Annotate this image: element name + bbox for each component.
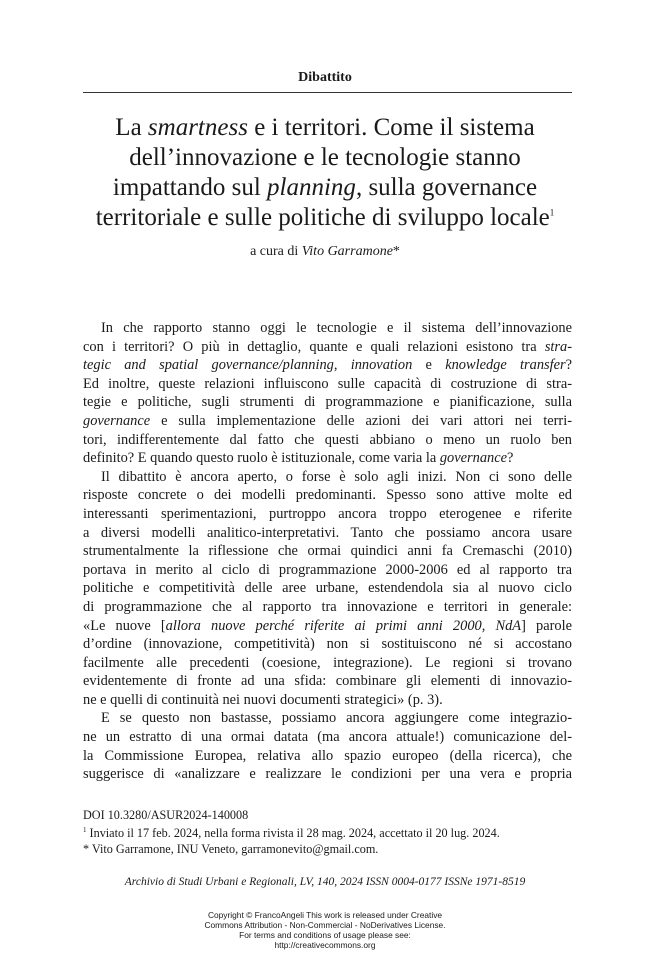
article-title bbox=[60, 113, 590, 233]
footnotes bbox=[83, 808, 572, 857]
paragraph-line bbox=[83, 728, 572, 747]
paragraph-line bbox=[83, 635, 572, 654]
text-run: ne e quelli di continuità nei nuovi documenti strategici» (p. 3). bbox=[83, 691, 443, 708]
italic-text: tegic and spatial governance/planning bbox=[83, 357, 334, 374]
italic-text: governance bbox=[83, 412, 151, 429]
text-run: , bbox=[333, 357, 351, 374]
text-line bbox=[60, 173, 590, 203]
text-line bbox=[60, 113, 590, 143]
text-line bbox=[60, 143, 590, 173]
text-run: * bbox=[392, 244, 400, 259]
text-run: «Le nuove [ bbox=[83, 617, 166, 634]
text-run: e sulla implementazione delle azioni dei vari attori nei terri- bbox=[150, 412, 572, 429]
text-run: facilmente alle precedenti (coesione, integrazione). Le regioni si trovano bbox=[83, 654, 572, 671]
text-run: e i territori. Come il sistema bbox=[247, 114, 535, 141]
text-line bbox=[83, 842, 572, 857]
text-run: impattando sul bbox=[112, 174, 268, 201]
text-run: la Commissione Europea, relativa allo spazio europeo (della ricerca), che bbox=[83, 747, 572, 764]
paragraph-line bbox=[83, 709, 572, 728]
text-run: di programmazione che al rapporto tra innovazione e territori in generale: bbox=[83, 598, 572, 615]
paragraph-line bbox=[83, 542, 572, 561]
text-run: interessanti sperimentazioni, purtroppo ancora troppo eterogenee e riferite bbox=[83, 505, 572, 522]
author-line bbox=[0, 244, 650, 260]
text-run: evidentemente di fronte ad una sfida: combinare gli elementi di innovazio- bbox=[83, 673, 572, 690]
paragraph-line bbox=[83, 524, 572, 543]
text-run: portava in merito al ciclo di programmazione 2000-2006 ed al rapporto tra bbox=[83, 561, 572, 578]
text-line bbox=[83, 808, 572, 823]
text-run: risposte concrete o dei modelli predominanti. Spesso sono attive molte ed bbox=[83, 487, 572, 504]
text-run: tori, indifferentemente dal fatto che questi abbiano o meno un ruolo ben bbox=[83, 431, 572, 448]
paragraph-line bbox=[83, 449, 572, 468]
paragraph-line bbox=[83, 431, 572, 450]
license-line: Commons Attribution - Non-Commercial - NoDerivatives License. bbox=[204, 920, 446, 930]
text-run: Inviato il 17 feb. 2024, nella forma rivista il 28 mag. 2024, accettato il 20 lug. 2024. bbox=[86, 826, 500, 841]
license-line: For terms and conditions of usage please see: bbox=[239, 930, 411, 940]
journal-citation: Archivio di Studi Urbani e Regionali, LV, 140, 2024 ISSN 0004-0177 ISSNe 1971-8519 bbox=[124, 876, 526, 888]
paragraph-line bbox=[83, 412, 572, 431]
paragraph-line bbox=[83, 468, 572, 487]
italic-text: smartness bbox=[147, 114, 248, 141]
paragraph-line bbox=[83, 672, 572, 691]
text-run: e bbox=[412, 357, 446, 374]
text-run: ? bbox=[565, 357, 572, 374]
italic-text: innovation bbox=[350, 357, 413, 374]
text-run: con i territori? O più in dettaglio, quante e quali relazioni esistono tra bbox=[83, 338, 545, 355]
text-run: DOI 10.3280/ASUR2024-140008 bbox=[83, 808, 249, 822]
footnote-marker: 1 bbox=[83, 826, 87, 835]
license-notice bbox=[0, 910, 650, 950]
paragraph-line bbox=[83, 617, 572, 636]
paragraph-line bbox=[83, 375, 572, 394]
italic-text: allora nuove perché riferite ai primi anni 2000, NdA bbox=[165, 617, 522, 634]
text-run: E se questo non bastasse, possiamo ancora aggiungere come integrazio- bbox=[101, 710, 572, 727]
paragraph-line bbox=[83, 654, 572, 673]
paragraph-line bbox=[83, 598, 572, 617]
text-run: ? bbox=[507, 450, 514, 467]
text-run: , sulla governance bbox=[355, 174, 538, 201]
text-run: La bbox=[115, 114, 148, 141]
italic-text: governance bbox=[439, 450, 507, 467]
text-line bbox=[60, 203, 590, 233]
italic-text: planning bbox=[267, 174, 356, 201]
text-run: suggerisce di «analizzare e realizzare le condizioni per una vera e propria bbox=[83, 766, 572, 783]
text-run: ne un estratto di una ormai datata (ma ancora attuale!) comunicazione del- bbox=[83, 729, 572, 746]
article-body bbox=[83, 319, 572, 784]
footnote-marker: 1 bbox=[549, 207, 555, 218]
paragraph-line bbox=[83, 338, 572, 357]
text-run: * Vito Garramone, INU Veneto, garramonevito@gmail.com. bbox=[83, 841, 379, 856]
text-run: dell’innovazione e le tecnologie stanno bbox=[129, 144, 521, 171]
paragraph-line bbox=[83, 691, 572, 710]
license-line: Copyright © FrancoAngeli This work is released under Creative bbox=[207, 910, 443, 920]
paragraph-line bbox=[83, 393, 572, 412]
text-run: tegie e politiche, sugli strumenti di programmazione e pianificazione, sulla bbox=[83, 394, 572, 411]
text-run: ] parole bbox=[521, 617, 572, 634]
text-run: In che rapporto stanno oggi le tecnologie e il sistema dell’innovazione bbox=[101, 320, 572, 336]
text-run: a diversi modelli analitico-interpretativi. Tanto che possiamo ancora usare bbox=[83, 524, 572, 541]
text-line bbox=[83, 823, 572, 841]
text-run: d’ordine (innovazione, competitività) non si sostituiscono né si accostano bbox=[83, 636, 572, 653]
text-run: a cura di bbox=[250, 244, 302, 259]
text-run: Il dibattito è ancora aperto, o forse è solo agli inizi. Non ci sono delle bbox=[101, 468, 572, 485]
paragraph-line bbox=[83, 561, 572, 580]
text-run: strumentalmente la riflessione che ormai quindici anni fa Cremaschi (2010) bbox=[83, 543, 572, 560]
text-run: territoriale e sulle politiche di sviluppo locale bbox=[95, 204, 550, 231]
paragraph-line bbox=[83, 747, 572, 766]
text-run: definito? E quando questo ruolo è istituzionale, come varia la bbox=[83, 450, 440, 467]
italic-text: knowledge transfer bbox=[445, 357, 566, 374]
text-run: Ed inoltre, queste relazioni influiscono sulle capacità di costruzione di stra- bbox=[83, 375, 572, 392]
paragraph-line bbox=[83, 579, 572, 598]
italic-text: Vito Garramone bbox=[301, 244, 393, 259]
license-line: http://creativecommons.org bbox=[274, 940, 376, 950]
section-label: Dibattito bbox=[298, 70, 352, 85]
paragraph-line bbox=[83, 356, 572, 375]
paragraph-line bbox=[83, 319, 572, 338]
paragraph-line bbox=[83, 486, 572, 505]
paragraph-line bbox=[83, 765, 572, 784]
text-run: politiche e competitività delle aree urbane, estendendola sia al nuovo ciclo bbox=[83, 580, 572, 597]
italic-text: stra- bbox=[544, 338, 572, 355]
paragraph-line bbox=[83, 505, 572, 524]
header-rule bbox=[83, 92, 572, 93]
